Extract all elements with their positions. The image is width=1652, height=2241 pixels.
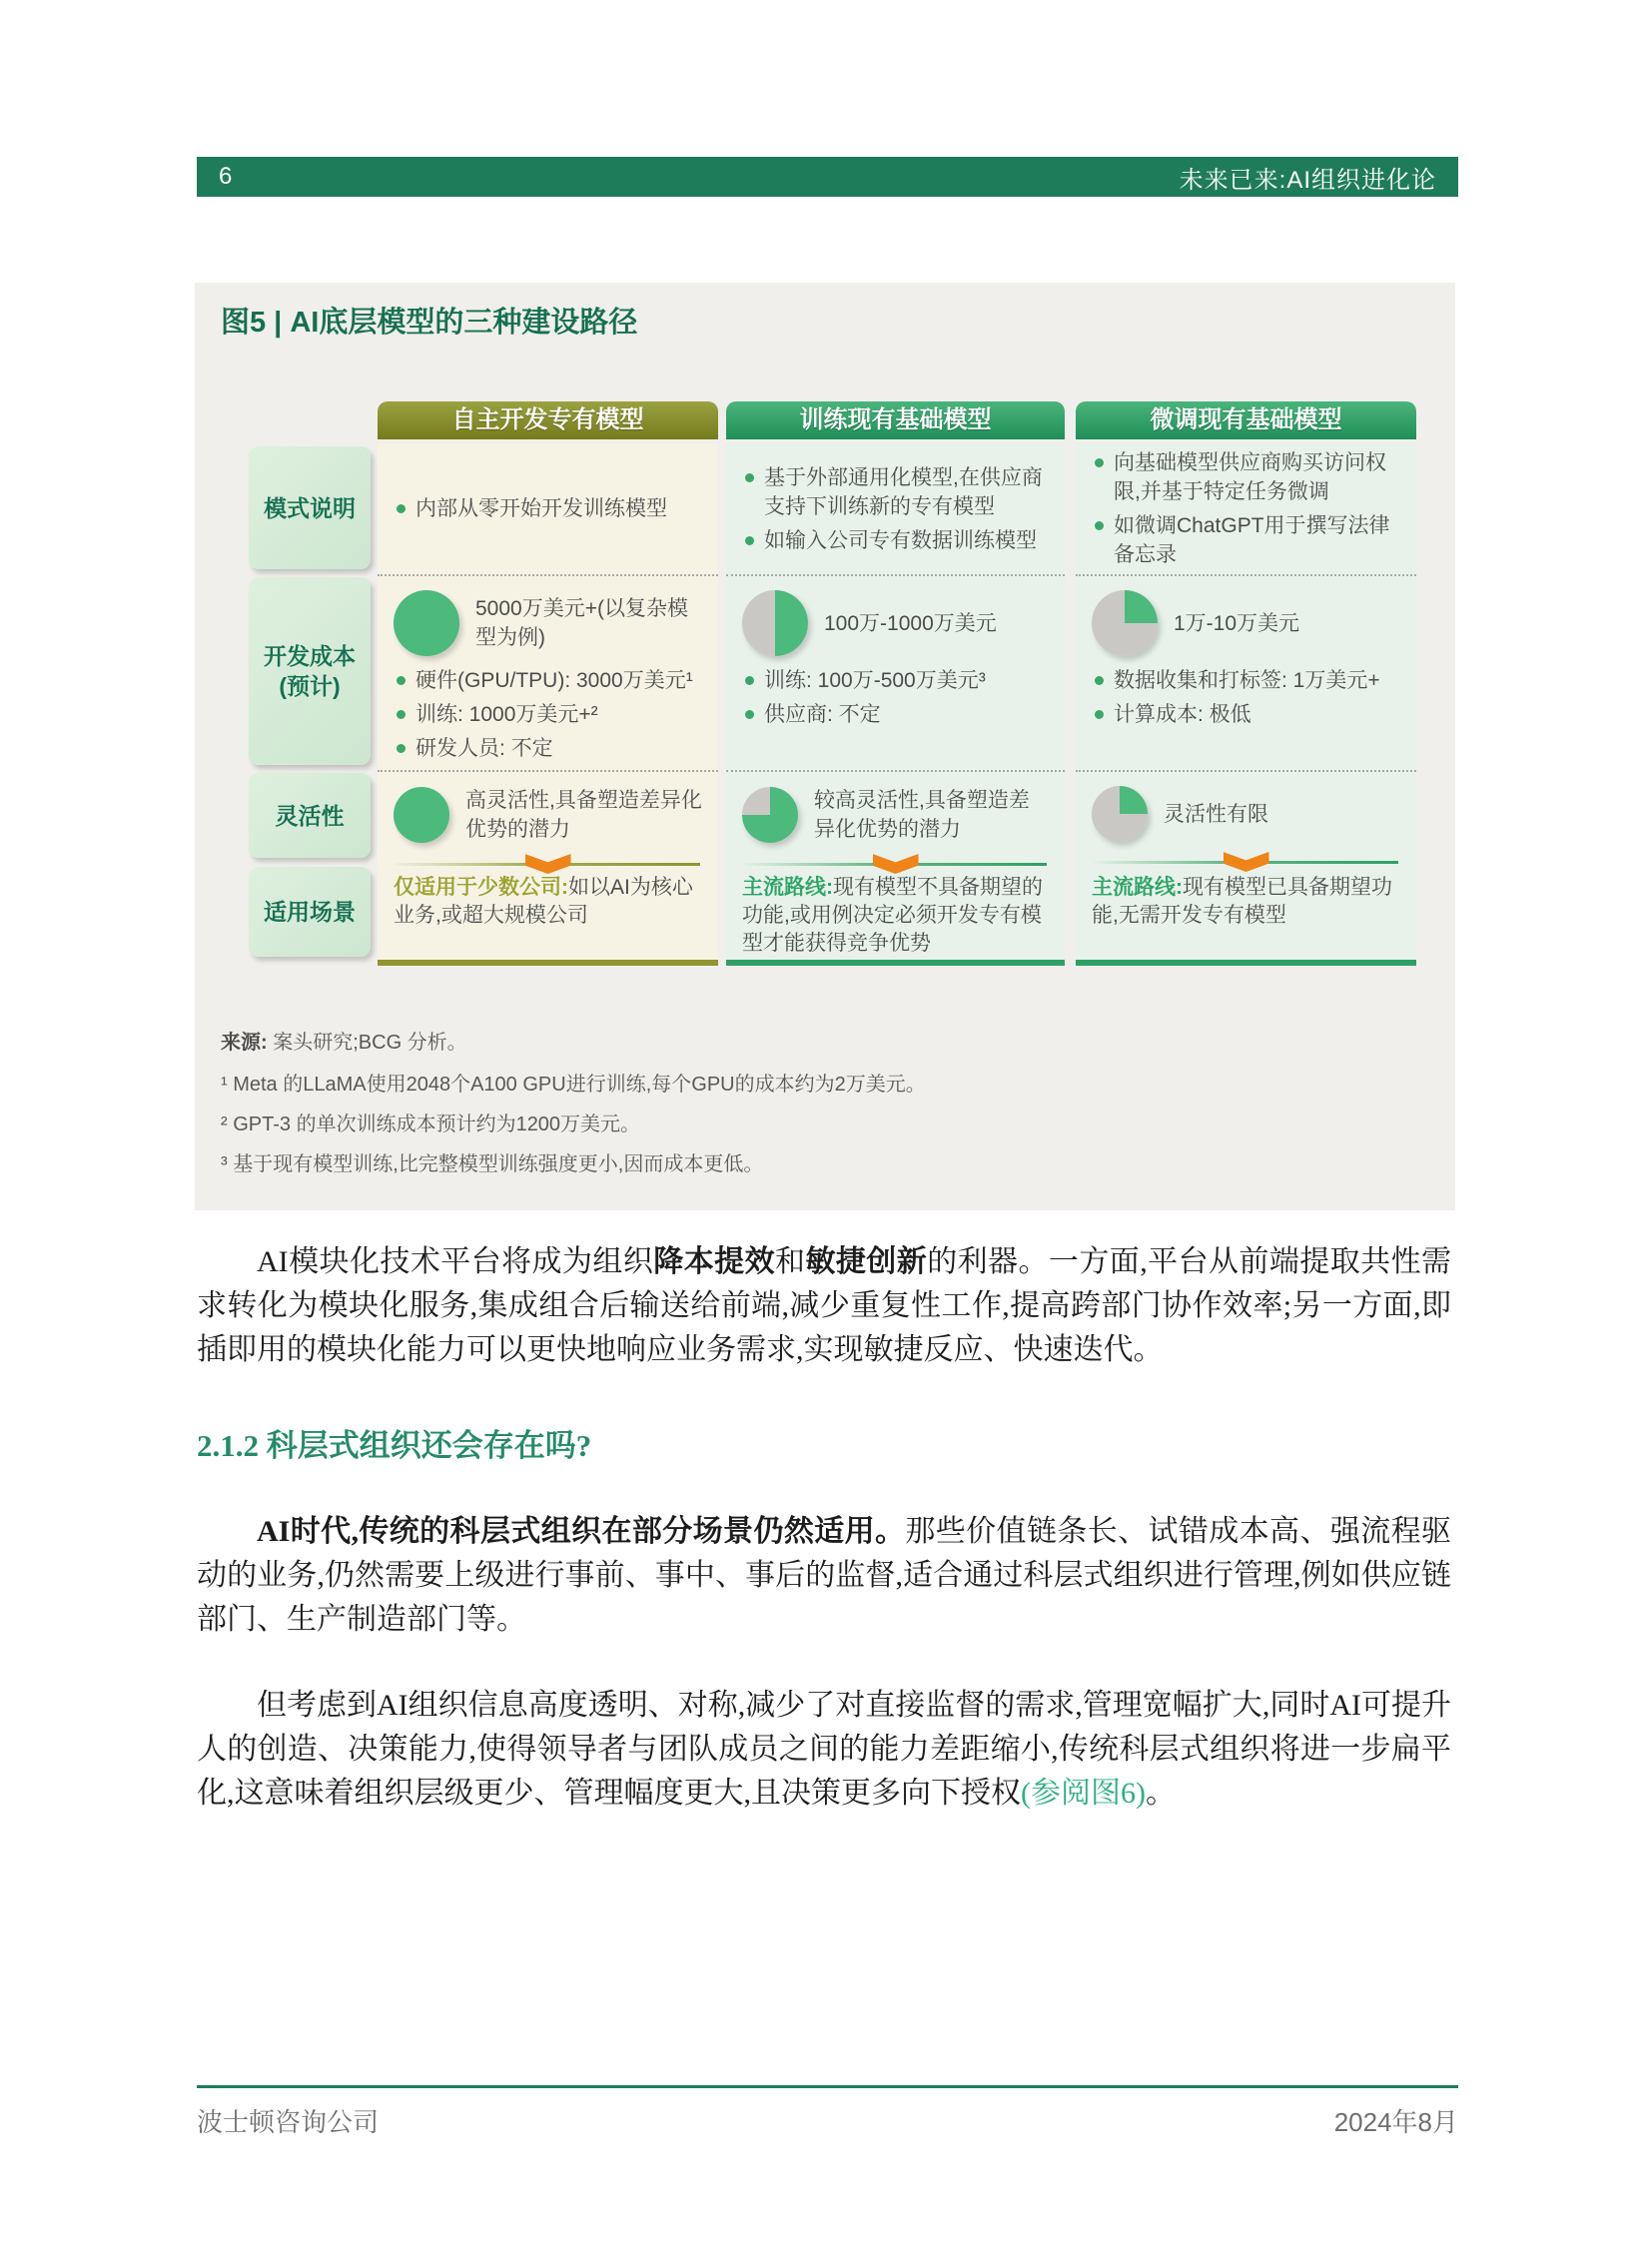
scenario-text: 现有模型已具备期望功能,无需开发专有模型 (1092, 876, 1392, 927)
flexibility-pie-chart (394, 787, 449, 843)
figure-reference-link: (参阅图6) (1021, 1777, 1146, 1810)
cost-pie-chart (742, 590, 808, 656)
bullet-text: 向基础模型供应商购买访问权限,并基于特定任务微调 (1114, 451, 1386, 503)
bullet-text: 训练: 100万-500万美元³ (764, 669, 986, 692)
footer-rule (197, 2085, 1458, 2088)
flexibility-text: 较高灵活性,具备塑造差异化优势的潜力 (814, 789, 1030, 841)
cost-pie-chart (1092, 590, 1158, 656)
bullet-text: 数据收集和打标签: 1万美元+ (1114, 669, 1380, 692)
row-label-text: (预计) (279, 673, 341, 699)
row-label-text: 开发成本 (264, 643, 356, 669)
text-run: 的利器。一方面,平台从前端提取共性需求转化为模块化服务,集成组合后输送给前端,减少重复性工作,提高跨部门协作效率;另一方面,即插即用的模块化能力可以更快地响应业务需求,实现敏捷反应、快速迭代。 (197, 1245, 1452, 1366)
row-label-column (249, 401, 371, 957)
page-footer (197, 2085, 1458, 2139)
bullet-text: 基于外部通用化模型,在供应商支持下训练新的专有模型 (764, 465, 1043, 518)
column-bottom-rule (726, 960, 1065, 966)
figure-source-block (221, 1030, 926, 1191)
cost-headline: 100万-1000万美元 (824, 611, 997, 635)
report-title: 未来已来:AI组织进化论 (1179, 166, 1436, 194)
bullet-text: 硬件(GPU/TPU): 3000万美元¹ (415, 669, 693, 692)
cell-flexibility (726, 770, 1065, 868)
column-bottom-rule (1076, 960, 1416, 966)
down-arrow-icon (873, 854, 919, 874)
table-bullet (1092, 700, 1400, 729)
column-self-develop (378, 401, 718, 966)
text-run-bold: AI时代,传统的科层式组织在部分场景仍然适用。 (257, 1515, 906, 1548)
scenario-text: 现有模型不具备期望的功能,或用例决定必须开发专有模型才能获得竞争优势 (742, 876, 1043, 955)
table-bullet (394, 666, 702, 695)
flexibility-pie-chart (742, 787, 798, 843)
paragraph-1 (197, 1240, 1451, 1372)
table-bullet (742, 526, 1049, 555)
table-bullet (1092, 448, 1400, 506)
cost-pie-chart (394, 590, 459, 656)
paragraph-2 (197, 1510, 1451, 1642)
column-train-existing (726, 401, 1065, 966)
flexibility-text: 灵活性有限 (1164, 802, 1268, 826)
footer-company: 波士顿咨询公司 (197, 2107, 380, 2137)
table-bullet (394, 494, 702, 523)
bullet-text: 内部从零开始开发训练模型 (415, 497, 667, 520)
column-header: 训练现有基础模型 (726, 401, 1065, 439)
bullet-text: 如微调ChatGPT用于撰写法律备忘录 (1114, 514, 1390, 566)
text-run: 。 (1145, 1777, 1176, 1810)
body-copy (197, 1240, 1451, 1816)
figure-5 (195, 283, 1455, 1210)
text-run-bold: 敏捷创新 (805, 1245, 928, 1278)
table-bullet (742, 700, 1049, 729)
text-run: AI模块化技术平台将成为组织 (257, 1245, 654, 1278)
arrow-divider (742, 854, 1049, 874)
column-body (378, 443, 718, 960)
table-bullet (1092, 511, 1400, 569)
cell-scenario (726, 868, 1065, 960)
arrow-divider (1092, 852, 1400, 872)
cost-headline: 5000万美元+(以复杂模型为例) (475, 597, 688, 649)
page-number: 6 (219, 163, 233, 190)
table-bullet (394, 734, 702, 763)
section-heading-2-1-2: 2.1.2 科层式组织还会存在吗? (197, 1428, 592, 1463)
cell-cost (726, 574, 1065, 770)
table-bullet (742, 666, 1049, 695)
column-body (726, 443, 1065, 960)
source-text: 案头研究;BCG 分析。 (273, 1032, 467, 1054)
figure-table (249, 401, 1416, 966)
footnote-1: ¹ Meta 的LLaMA使用2048个A100 GPU进行训练,每个GPU的成本约为2万美元。 (221, 1074, 926, 1096)
bullet-text: 计算成本: 极低 (1114, 703, 1251, 726)
table-bullet (742, 463, 1049, 521)
page-header-bar (197, 157, 1458, 197)
cell-flexibility (1076, 770, 1416, 868)
figure-title: 图5 | AI底层模型的三种建设路径 (221, 307, 638, 339)
bullet-text: 训练: 1000万美元+² (415, 703, 598, 726)
table-bullet (1092, 666, 1400, 695)
paragraph-3 (197, 1684, 1451, 1816)
footnote-3: ³ 基于现有模型训练,比完整模型训练强度更小,因而成本更低。 (221, 1153, 764, 1175)
flexibility-text: 高灵活性,具备塑造差异化优势的潜力 (465, 789, 702, 841)
source-label: 来源: (221, 1032, 268, 1054)
text-run: 和 (775, 1245, 806, 1278)
row-label-cost (249, 577, 371, 765)
scenario-lead: 主流路线: (1092, 876, 1183, 899)
arrow-divider (394, 854, 702, 874)
source-line (221, 1030, 926, 1056)
column-body (1076, 443, 1416, 960)
column-header: 微调现有基础模型 (1076, 401, 1416, 439)
cell-mode (1076, 443, 1416, 574)
flexibility-pie-chart (1092, 786, 1148, 842)
cell-scenario (1076, 868, 1416, 960)
cell-cost (378, 574, 718, 770)
footer-date: 2024年8月 (1333, 2107, 1458, 2137)
cell-mode (378, 443, 718, 574)
text-run: 但考虑到AI组织信息高度透明、对称,减少了对直接监督的需求,管理宽幅扩大,同时AI可提升人的创造、决策能力,使得领导者与团队成员之间的能力差距缩小,传统科层式组织将进一步扁平化,这意味着组织层级更少、管理幅度更大,且决策更多向下授权 (197, 1689, 1451, 1810)
cell-cost (1076, 574, 1416, 770)
row-label-mode (249, 446, 371, 569)
bullet-text: 如输入公司专有数据训练模型 (764, 528, 1037, 552)
row-label-text: 灵活性 (275, 802, 345, 829)
row-label-text: 适用场景 (264, 899, 356, 925)
cost-headline: 1万-10万美元 (1174, 611, 1300, 635)
scenario-lead: 主流路线: (742, 876, 833, 899)
column-bottom-rule (378, 960, 718, 966)
cell-mode (726, 443, 1065, 574)
text-run: 那些价值链条长、试错成本高、强流程驱动的业务,仍然需要上级进行事前、事中、事后的监督,适合通过科层式组织进行管理,例如供应链部门、生产制造部门等。 (197, 1515, 1451, 1636)
row-label-scenario (249, 867, 371, 957)
bullet-text: 供应商: 不定 (764, 703, 881, 726)
down-arrow-icon (525, 854, 571, 874)
scenario-text: 如以AI为核心业务,或超大规模公司 (394, 876, 693, 927)
footnote-2: ² GPT-3 的单次训练成本预计约为1200万美元。 (221, 1114, 641, 1135)
cell-scenario (378, 868, 718, 960)
text-run-bold: 降本提效 (653, 1245, 776, 1278)
row-label-flexibility (249, 773, 371, 858)
bullet-text: 研发人员: 不定 (415, 737, 553, 760)
column-header: 自主开发专有模型 (378, 401, 718, 439)
down-arrow-icon (1224, 852, 1269, 872)
table-bullet (394, 700, 702, 729)
scenario-lead: 仅适用于少数公司: (394, 876, 568, 899)
cell-flexibility (378, 770, 718, 868)
column-finetune-existing (1076, 401, 1416, 966)
row-label-text: 模式说明 (264, 494, 356, 521)
